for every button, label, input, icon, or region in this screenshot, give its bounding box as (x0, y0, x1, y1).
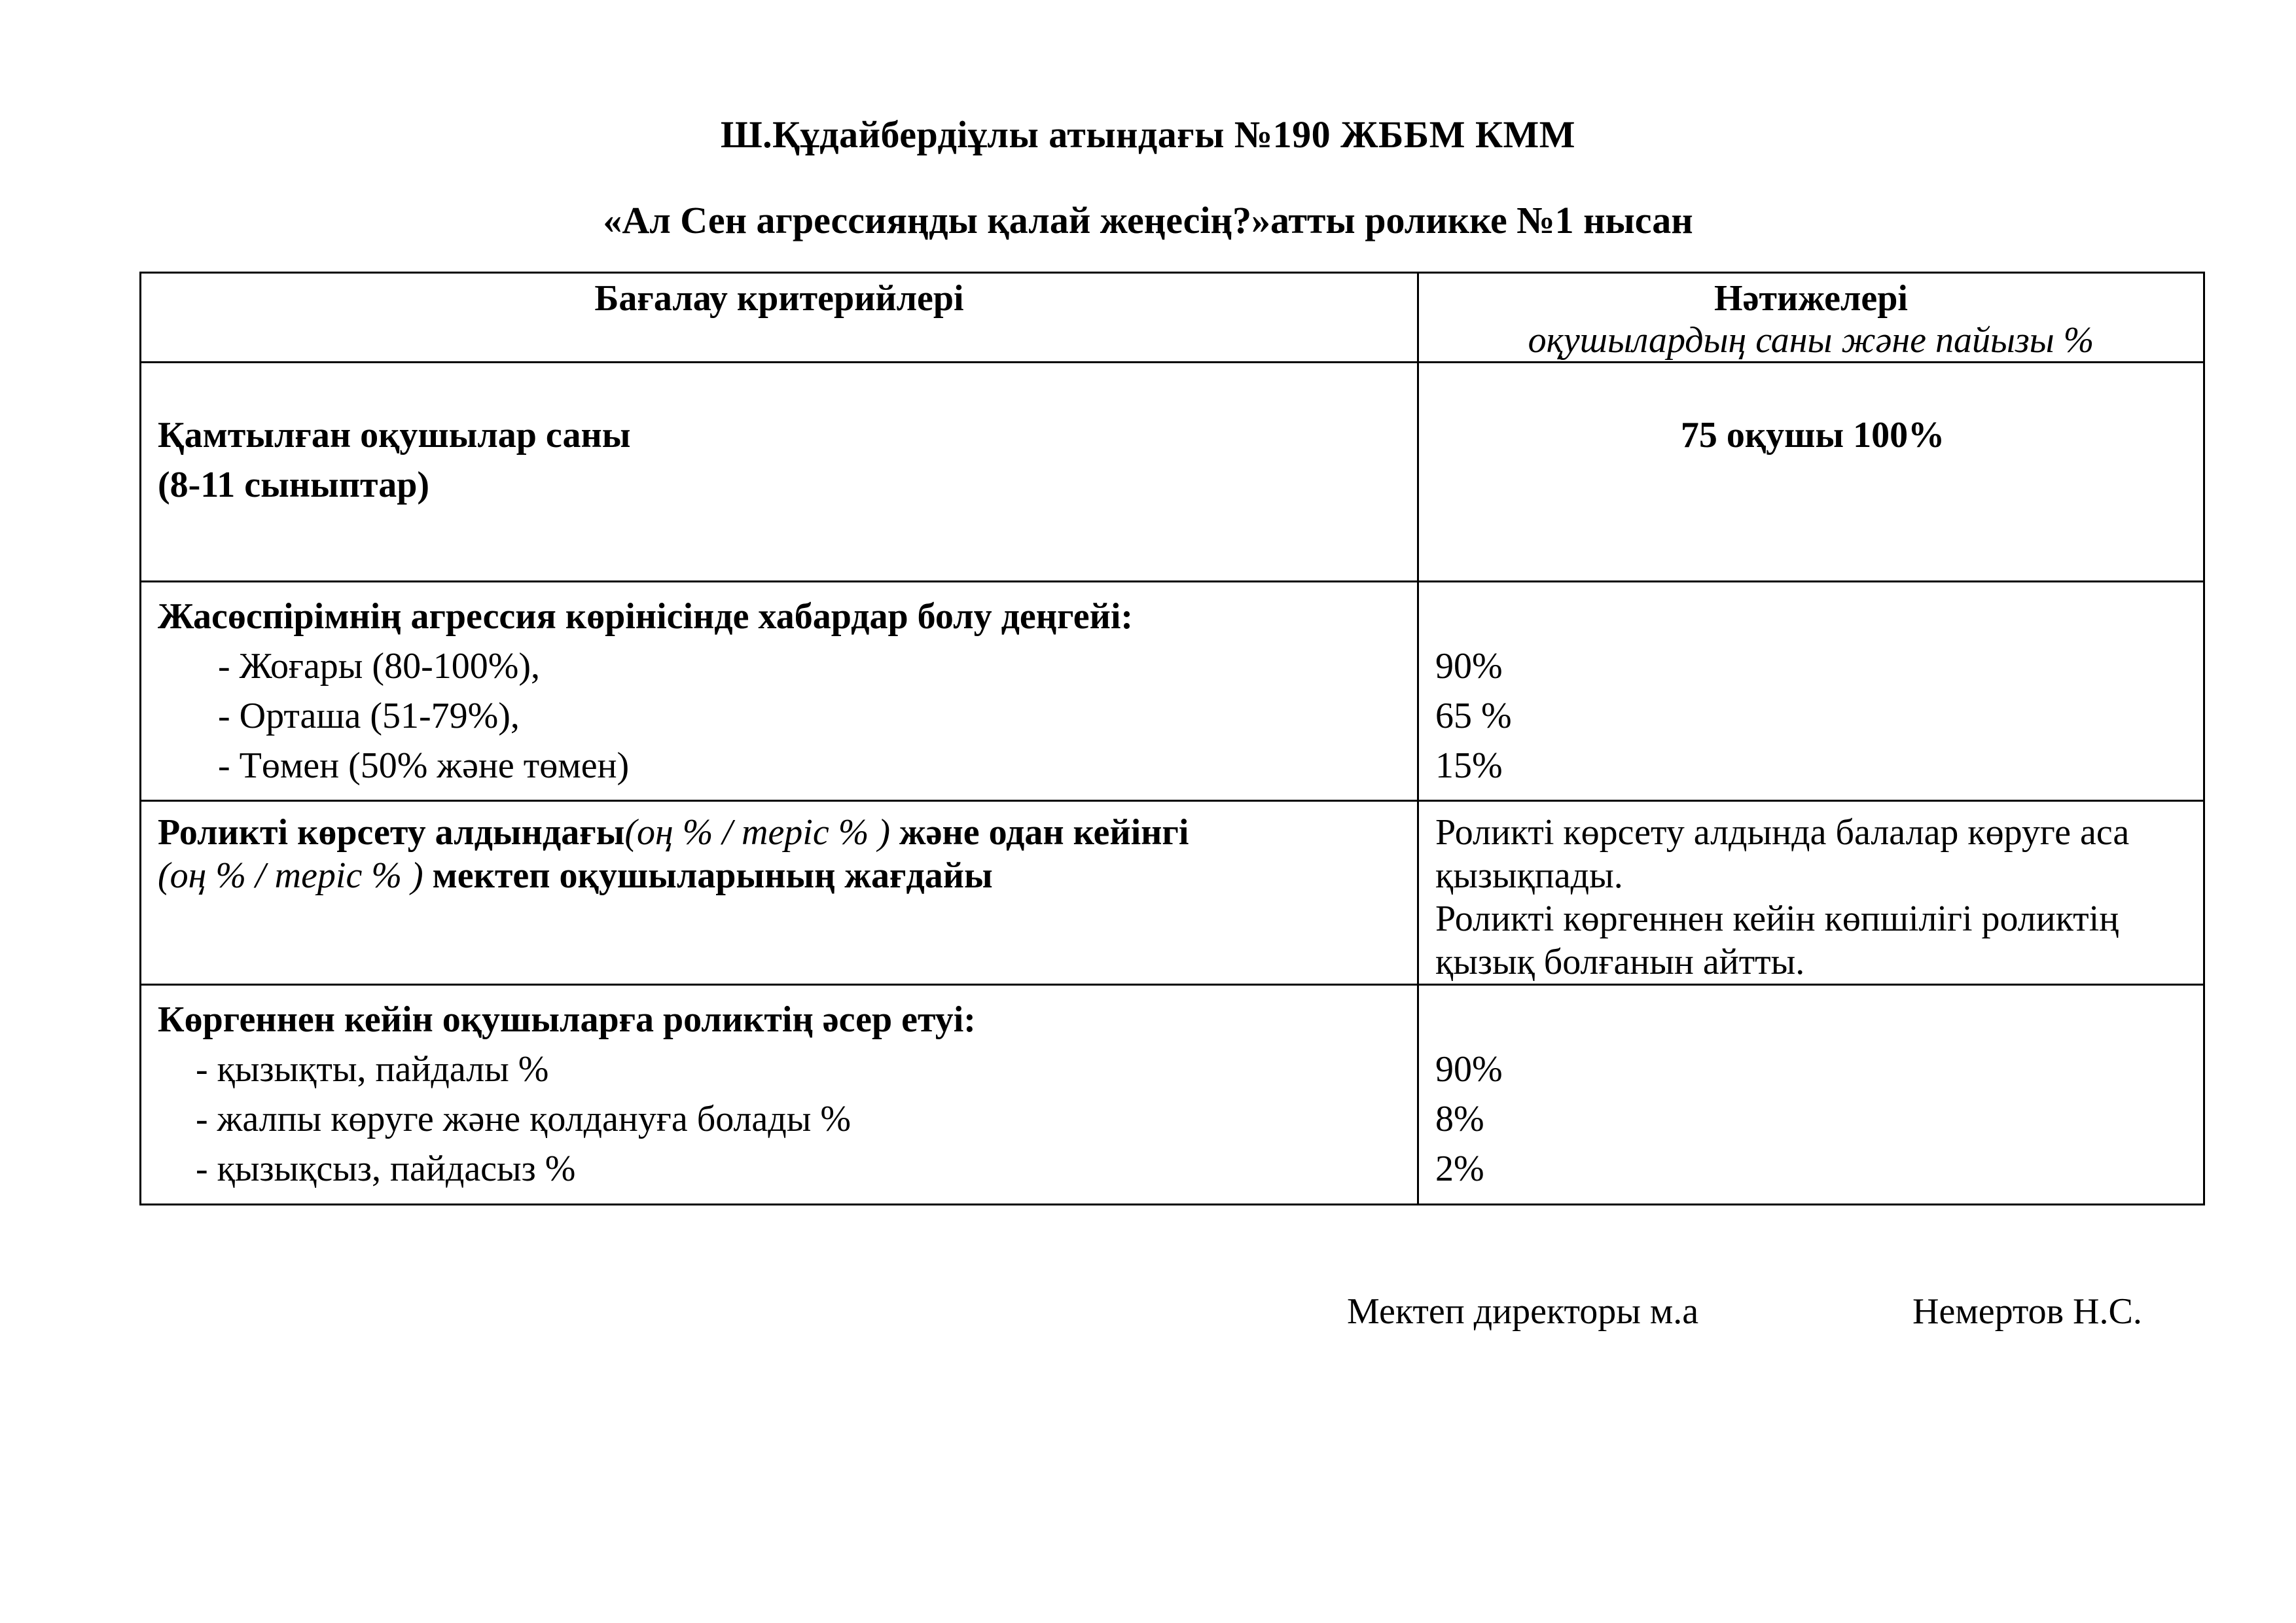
before-criteria-bold3: мектеп оқушыларының жағдайы (432, 855, 993, 896)
before-criteria-bold1: Роликті көрсету алдындағы (158, 812, 625, 853)
header-results-cell (1418, 273, 2204, 363)
levels-value-high: 90% (1435, 646, 1503, 687)
header-results-title: Нәтижелері (1714, 278, 1908, 319)
after-value-interesting: 90% (1435, 1049, 1503, 1090)
document-subtitle: «Ал Сен агрессияңды қалай жеңесің?»атты роликке №1 нысан (603, 199, 1693, 241)
students-criteria-line1: Қамтылған оқушылар саны (158, 415, 631, 455)
after-value-usable: 8% (1435, 1099, 1484, 1139)
after-heading: Көргеннен кейін оқушыларға роликтің әсер етуі: (158, 999, 976, 1040)
levels-item-medium: - Орташа (51-79%), (218, 696, 520, 736)
students-criteria-cell (141, 363, 1418, 582)
blank-line (1435, 995, 2190, 1044)
before-result-cell (1418, 801, 2204, 985)
table-row-after-effect (141, 985, 2204, 1205)
after-value-uninteresting: 2% (1435, 1149, 1484, 1189)
table-header-row (141, 273, 2204, 363)
evaluation-table (139, 272, 2205, 1205)
before-criteria-italic2: (оң % / теріс % ) (158, 855, 433, 896)
before-criteria-italic1: (оң % / теріс % ) (624, 812, 891, 853)
before-criteria-text (158, 811, 1404, 897)
table-row-awareness-levels (141, 582, 2204, 801)
students-criteria-line2: (8-11 сыныптар) (158, 465, 430, 505)
before-result-para2: Роликті көргеннен кейін көпшілігі роликтің қызық болғанын айтты. (1435, 899, 2119, 982)
after-item-uninteresting: - қызықсыз, пайдасыз % (196, 1149, 576, 1189)
after-result-cell (1418, 985, 2204, 1205)
levels-heading: Жасөспірімнің агрессия көрінісінде хабардар болу деңгейі: (158, 596, 1134, 637)
header-criteria-label: Бағалау критерийлері (594, 278, 964, 319)
after-item-interesting: - қызықты, пайдалы % (196, 1049, 549, 1090)
students-result-value: 75 оқушы 100% (1680, 415, 1945, 455)
levels-result-cell (1418, 582, 2204, 801)
levels-item-low: - Төмен (50% және төмен) (218, 745, 630, 786)
signature-role: Мектеп директоры м.а (1347, 1291, 1699, 1332)
after-criteria-cell (141, 985, 1418, 1205)
levels-value-medium: 65 % (1435, 696, 1512, 736)
students-result-cell (1418, 363, 2204, 582)
levels-item-high: - Жоғары (80-100%), (218, 646, 541, 687)
table-row-before-after-state (141, 801, 2204, 985)
document-title: Ш.Құдайбердіұлы атындағы №190 ЖББМ КММ (720, 113, 1576, 156)
signature-name: Немертов Н.С. (1912, 1291, 2142, 1332)
header-criteria-cell (141, 273, 1418, 363)
before-result-para1: Роликті көрсету алдында балалар көруге аса қызықпады. (1435, 812, 2130, 896)
blank-line (1435, 592, 2190, 641)
before-criteria-bold2: және одан кейінгі (890, 812, 1189, 853)
after-item-usable: - жалпы көруге және қолдануға болады % (196, 1099, 852, 1139)
levels-criteria-cell (141, 582, 1418, 801)
levels-value-low: 15% (1435, 745, 1503, 786)
table-row-students (141, 363, 2204, 582)
before-criteria-cell (141, 801, 1418, 985)
header-results-subtitle: оқушылардың саны және пайызы % (1528, 320, 2094, 361)
